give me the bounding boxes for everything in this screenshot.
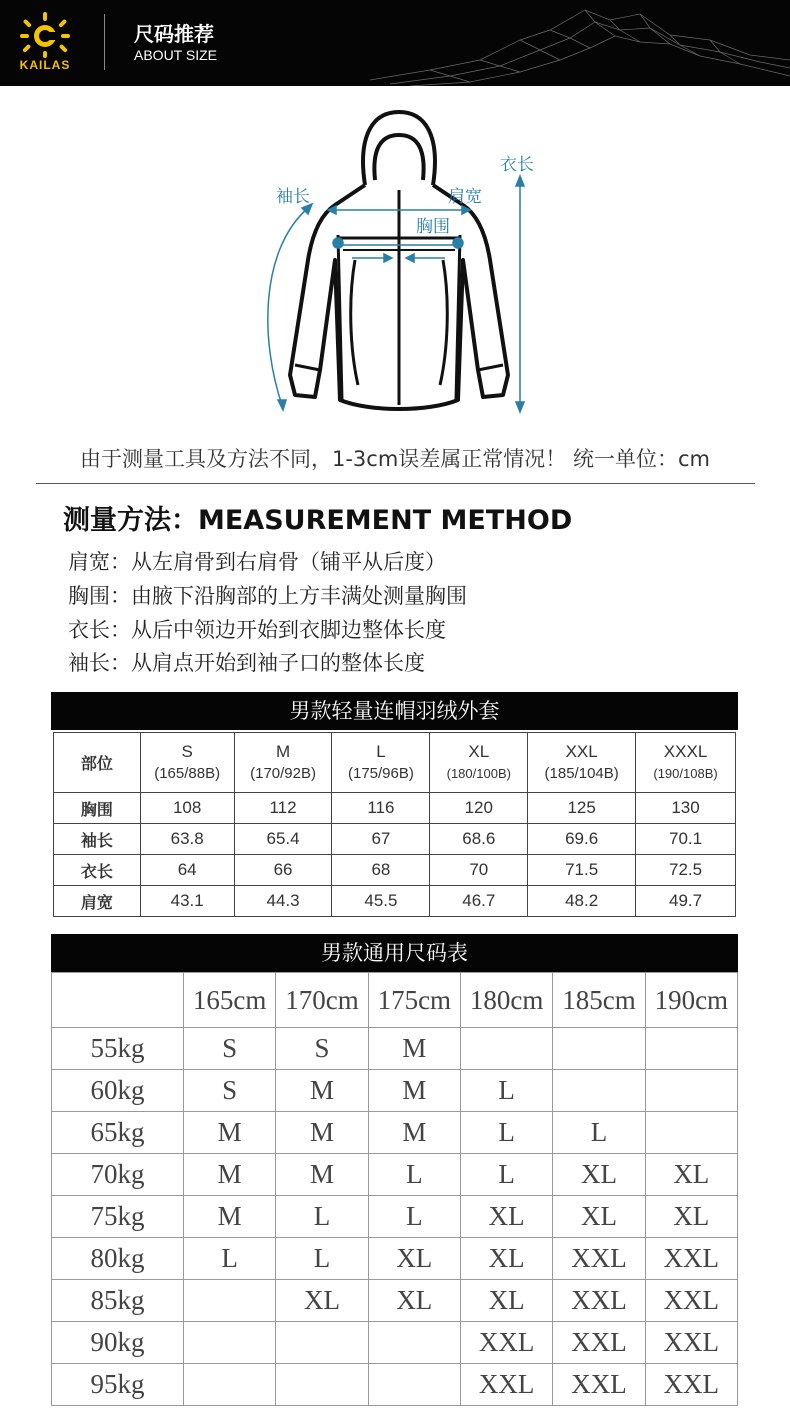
jacket-size-table — [53, 732, 736, 917]
table-row — [52, 1280, 738, 1322]
brand-name: KAILAS — [19, 58, 71, 72]
method-line-length: 衣长：从后中领边开始到衣脚边整体长度 — [68, 618, 446, 642]
table-cell — [553, 1028, 645, 1070]
table-cell: 44.3 — [234, 886, 332, 917]
table-cell: XL — [460, 1196, 552, 1238]
table-cell — [553, 1070, 645, 1112]
size-name: L — [376, 741, 386, 761]
table1-title: 男款轻量连帽羽绒外套 — [51, 692, 738, 730]
table-row — [54, 733, 736, 793]
table-cell: XXL — [460, 1322, 552, 1364]
table-cell: L — [368, 1196, 460, 1238]
table-cell: 66 — [234, 855, 332, 886]
table-cell — [184, 1280, 276, 1322]
size-name: S — [181, 741, 193, 761]
table-cell — [276, 1322, 368, 1364]
table-cell: XL — [553, 1196, 645, 1238]
table-row — [54, 855, 736, 886]
length-label: 衣长 — [500, 155, 534, 175]
table-cell — [645, 1070, 737, 1112]
weight-label: 60kg — [52, 1070, 184, 1112]
header-divider — [104, 14, 105, 70]
size-header — [430, 733, 528, 793]
weight-label: 55kg — [52, 1028, 184, 1070]
table-cell: M — [276, 1154, 368, 1196]
height-header: 165cm — [184, 973, 276, 1028]
size-header — [234, 733, 332, 793]
table-cell: 72.5 — [636, 855, 736, 886]
table-cell: XXL — [553, 1238, 645, 1280]
table-cell: XL — [368, 1238, 460, 1280]
table-cell: L — [184, 1238, 276, 1280]
table-cell — [645, 1112, 737, 1154]
table-row — [52, 1196, 738, 1238]
table-cell: XL — [645, 1196, 737, 1238]
shoulder-label: 肩宽 — [448, 187, 482, 207]
sleeve-label: 袖长 — [276, 187, 310, 207]
table-cell: XXL — [553, 1322, 645, 1364]
size-spec: (170/92B) — [250, 764, 316, 782]
table-cell: 108 — [140, 793, 234, 824]
method-line-sleeve: 袖长：从肩点开始到袖子口的整体长度 — [68, 651, 425, 675]
table-cell — [276, 1364, 368, 1406]
table-cell: 63.8 — [140, 824, 234, 855]
size-spec: (175/96B) — [347, 764, 414, 782]
weight-label: 90kg — [52, 1322, 184, 1364]
table-row — [52, 1028, 738, 1070]
table-cell: 68.6 — [430, 824, 528, 855]
section-divider — [36, 483, 755, 484]
size-header — [528, 733, 636, 793]
weight-label: 65kg — [52, 1112, 184, 1154]
table-row — [52, 973, 738, 1028]
table-cell: 43.1 — [140, 886, 234, 917]
size-name: XXL — [565, 741, 598, 761]
table-cell: M — [276, 1112, 368, 1154]
table-cell: 68 — [332, 855, 430, 886]
jacket-measurement-diagram — [240, 100, 560, 430]
method-line-chest: 胸围：由腋下沿胸部的上方丰满处测量胸围 — [68, 584, 467, 608]
table2-title: 男款通用尺码表 — [51, 934, 738, 972]
size-header — [332, 733, 430, 793]
table-cell: XL — [553, 1154, 645, 1196]
table-cell: L — [460, 1112, 552, 1154]
table-cell: XXL — [645, 1364, 737, 1406]
table-cell: M — [184, 1196, 276, 1238]
table-cell: L — [553, 1112, 645, 1154]
height-header: 170cm — [276, 973, 368, 1028]
weight-label: 95kg — [52, 1364, 184, 1406]
table-row — [54, 886, 736, 917]
table-cell: 70.1 — [636, 824, 736, 855]
table-cell: XL — [460, 1280, 552, 1322]
size-name: XL — [468, 741, 490, 761]
table-cell: M — [184, 1112, 276, 1154]
chest-label: 胸围 — [416, 217, 450, 237]
table-cell: S — [184, 1028, 276, 1070]
table-cell: 67 — [332, 824, 430, 855]
size-header — [636, 733, 736, 793]
mountain-wireframe-decoration — [370, 0, 790, 86]
row-label: 袖长 — [54, 824, 141, 855]
table-cell: 65.4 — [234, 824, 332, 855]
table-cell — [184, 1364, 276, 1406]
table-cell: M — [184, 1154, 276, 1196]
size-header — [140, 733, 234, 793]
size-spec: (190/108B) — [653, 765, 718, 781]
table-cell: 48.2 — [528, 886, 636, 917]
table-cell: XL — [368, 1280, 460, 1322]
table-cell — [184, 1322, 276, 1364]
size-spec: (180/100B) — [446, 765, 511, 781]
table-cell: XXL — [553, 1364, 645, 1406]
page-title: 尺码推荐 — [134, 22, 214, 46]
row-label: 胸围 — [54, 793, 141, 824]
header-banner — [0, 0, 790, 86]
table-cell: XXL — [645, 1280, 737, 1322]
table-cell: L — [460, 1154, 552, 1196]
row-label: 衣长 — [54, 855, 141, 886]
height-header: 190cm — [645, 973, 737, 1028]
method-line-shoulder: 肩宽：从左肩骨到右肩骨（铺平从后度） — [68, 550, 446, 574]
table-cell — [368, 1364, 460, 1406]
table-cell: XXL — [645, 1238, 737, 1280]
size-name: M — [275, 741, 291, 761]
method-title: 测量方法：MEASUREMENT METHOD — [63, 505, 573, 536]
table-cell: 71.5 — [528, 855, 636, 886]
table-cell — [368, 1322, 460, 1364]
table-cell: 45.5 — [332, 886, 430, 917]
weight-label: 80kg — [52, 1238, 184, 1280]
table-row — [52, 1238, 738, 1280]
table-cell: 46.7 — [430, 886, 528, 917]
row-label: 肩宽 — [54, 886, 141, 917]
table-cell: L — [276, 1196, 368, 1238]
table-row — [52, 1112, 738, 1154]
table-cell: 70 — [430, 855, 528, 886]
measurement-note: 由于测量工具及方法不同，1-3cm误差属正常情况！ 统一单位：cm — [80, 447, 710, 471]
table-cell: 120 — [430, 793, 528, 824]
weight-label: 75kg — [52, 1196, 184, 1238]
weight-label: 70kg — [52, 1154, 184, 1196]
table-cell: 116 — [332, 793, 430, 824]
table-cell: M — [276, 1070, 368, 1112]
height-header: 175cm — [368, 973, 460, 1028]
size-name: XXXL — [663, 741, 708, 761]
weight-label: 85kg — [52, 1280, 184, 1322]
table-cell: XL — [645, 1154, 737, 1196]
table-cell: XXL — [553, 1280, 645, 1322]
table-cell: XXL — [645, 1322, 737, 1364]
table-cell: XL — [460, 1238, 552, 1280]
table-cell: 69.6 — [528, 824, 636, 855]
table-cell: M — [368, 1028, 460, 1070]
table-row — [52, 1070, 738, 1112]
height-header: 180cm — [460, 973, 552, 1028]
page-subtitle: ABOUT SIZE — [134, 47, 217, 63]
table-cell: 49.7 — [636, 886, 736, 917]
table-cell: L — [368, 1154, 460, 1196]
general-size-table — [51, 972, 738, 1406]
table-cell: M — [368, 1112, 460, 1154]
table-cell: L — [276, 1238, 368, 1280]
table-cell: 125 — [528, 793, 636, 824]
table-cell: L — [460, 1070, 552, 1112]
table-cell — [460, 1028, 552, 1070]
height-header: 185cm — [553, 973, 645, 1028]
table-cell: 64 — [140, 855, 234, 886]
table-cell: XL — [276, 1280, 368, 1322]
table-cell: S — [184, 1070, 276, 1112]
size-spec: (185/104B) — [544, 764, 619, 782]
corner-cell — [52, 973, 184, 1028]
table-cell: 112 — [234, 793, 332, 824]
corner-cell: 部位 — [54, 733, 141, 793]
table-row — [52, 1322, 738, 1364]
table-row — [52, 1154, 738, 1196]
table-cell: XXL — [460, 1364, 552, 1406]
table-row — [52, 1364, 738, 1406]
table-cell — [645, 1028, 737, 1070]
table-row — [54, 824, 736, 855]
size-spec: (165/88B) — [154, 764, 221, 782]
table-cell: S — [276, 1028, 368, 1070]
table-cell: 130 — [636, 793, 736, 824]
table-row — [54, 793, 736, 824]
table-cell: M — [368, 1070, 460, 1112]
